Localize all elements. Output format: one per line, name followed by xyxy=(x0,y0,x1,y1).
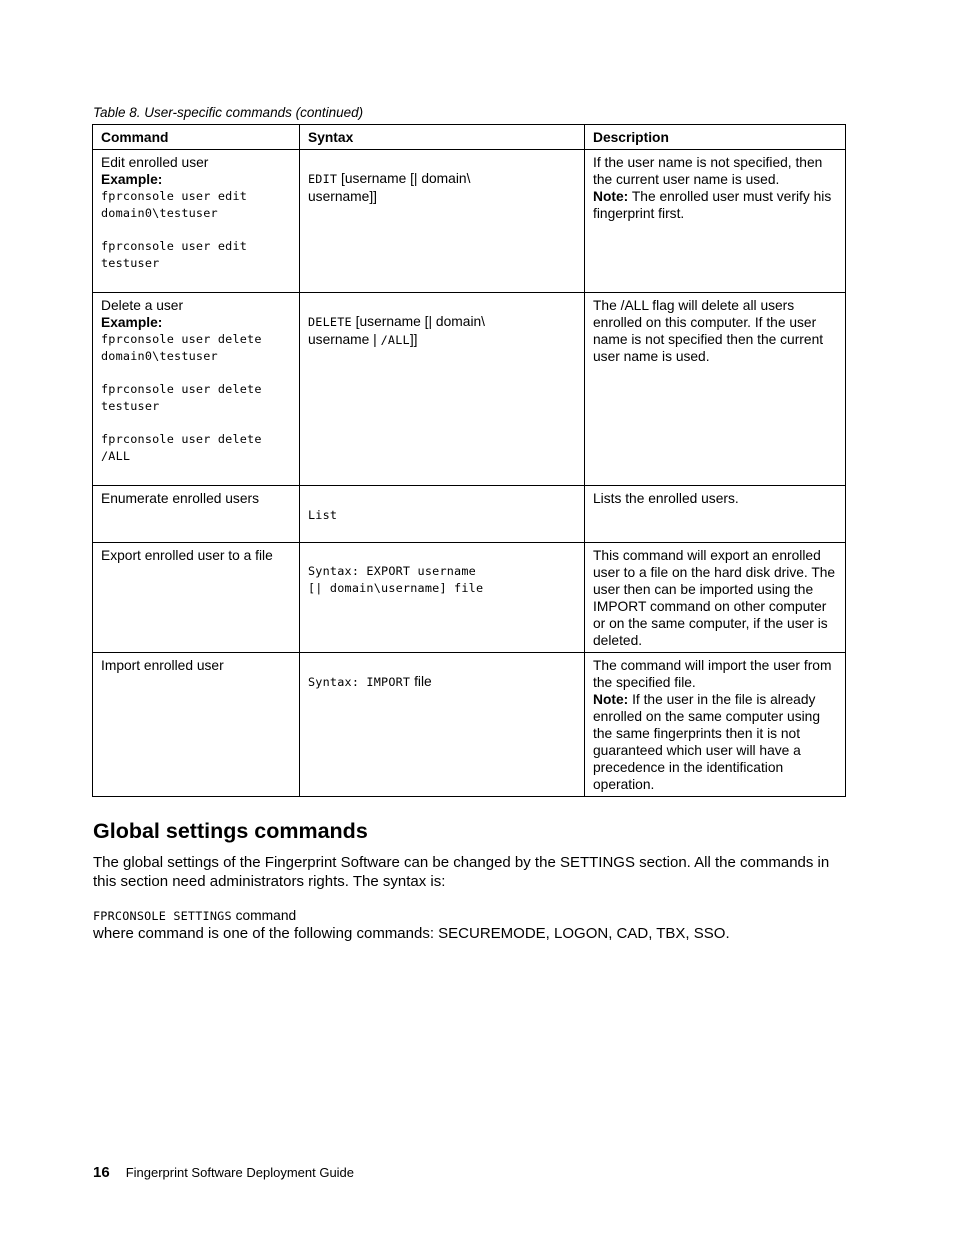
page-number: 16 xyxy=(93,1164,110,1181)
syntax-text: ]] xyxy=(409,332,418,347)
syntax-code: Syntax: EXPORT username xyxy=(308,564,476,578)
syntax-code: List xyxy=(308,508,338,522)
header-command: Command xyxy=(93,125,300,150)
syntax-text: username | xyxy=(308,332,381,347)
example-code: fprconsole user edit testuser xyxy=(101,239,248,270)
example-label: Example: xyxy=(101,315,163,330)
command-cell xyxy=(93,293,300,486)
syntax-cell xyxy=(300,543,585,653)
syntax-code: Syntax: IMPORT xyxy=(308,675,411,689)
example-label: Example: xyxy=(101,172,163,187)
table-header-row xyxy=(93,125,846,150)
command-title: Enumerate enrolled users xyxy=(101,491,259,506)
note-label: Note: xyxy=(593,189,629,204)
header-description: Description xyxy=(585,125,846,150)
description-cell xyxy=(585,543,846,653)
description-cell xyxy=(585,486,846,543)
description-text: The command will import the user from the specified file. xyxy=(593,658,832,690)
table-row xyxy=(93,653,846,797)
syntax-cell xyxy=(300,653,585,797)
header-syntax: Syntax xyxy=(300,125,585,150)
user-commands-table xyxy=(92,124,846,797)
syntax-text: [username [| domain\ xyxy=(351,314,486,329)
description-text: The /ALL flag will delete all users enrolled on this computer. If the user name is not specified then the current user name is used. xyxy=(593,298,824,364)
syntax-cell xyxy=(300,150,585,293)
syntax-code: /ALL xyxy=(380,333,410,347)
settings-command-text: command xyxy=(231,908,297,923)
note-text: If the user in the file is already enrolled on the same computer using the same fingerprints then it is not guaranteed which user will have a precedence in the identification operation. xyxy=(593,692,821,792)
page-footer xyxy=(93,1163,354,1183)
description-text: If the user name is not specified, then the current user name is used. xyxy=(593,155,823,187)
command-title: Delete a user xyxy=(101,298,184,313)
description-text: This command will export an enrolled user to a file on the hard disk drive. The user then can be imported using the IMPORT command on other computer or on the same computer, if the user is deleted. xyxy=(593,548,836,648)
command-title: Edit enrolled user xyxy=(101,155,209,170)
description-cell xyxy=(585,653,846,797)
table-caption: Table 8. User-specific commands (continued) xyxy=(93,105,364,120)
section-heading: Global settings commands xyxy=(93,819,368,843)
table-row xyxy=(93,293,846,486)
example-code: fprconsole user delete /ALL xyxy=(101,432,262,463)
table-row xyxy=(93,486,846,543)
example-code: fprconsole user delete domain0\testuser xyxy=(101,332,262,363)
settings-command-list: where command is one of the following commands: SECUREMODE, LOGON, CAD, TBX, SSO. xyxy=(93,925,730,942)
syntax-text: file xyxy=(410,674,432,689)
command-cell xyxy=(93,486,300,543)
syntax-code: DELETE xyxy=(308,315,352,329)
syntax-text: [username [| domain\ xyxy=(337,171,471,186)
description-cell xyxy=(585,150,846,293)
command-cell xyxy=(93,653,300,797)
document-title: Fingerprint Software Deployment Guide xyxy=(125,1165,355,1180)
syntax-text: username]] xyxy=(308,189,378,204)
table-row xyxy=(93,543,846,653)
description-cell xyxy=(585,293,846,486)
example-code: fprconsole user delete testuser xyxy=(101,382,262,413)
command-cell xyxy=(93,150,300,293)
command-title: Export enrolled user to a file xyxy=(101,548,273,563)
example-code: fprconsole user edit domain0\testuser xyxy=(101,189,248,220)
settings-command-line xyxy=(93,907,296,925)
syntax-cell xyxy=(300,486,585,543)
description-text: Lists the enrolled users. xyxy=(593,491,739,506)
command-title: Import enrolled user xyxy=(101,658,224,673)
table-row xyxy=(93,150,846,293)
section-paragraph: The global settings of the Fingerprint Software can be changed by the SETTINGS section. All the commands in this section need administrators rights. The syntax is: xyxy=(93,854,830,890)
syntax-code: [| domain\username] file xyxy=(308,581,484,595)
note-text: The enrolled user must verify his fingerprint first. xyxy=(593,189,832,221)
command-cell xyxy=(93,543,300,653)
syntax-code: EDIT xyxy=(308,172,338,186)
syntax-cell xyxy=(300,293,585,486)
note-label: Note: xyxy=(593,692,629,707)
settings-command-code: FPRCONSOLE SETTINGS xyxy=(93,909,232,923)
